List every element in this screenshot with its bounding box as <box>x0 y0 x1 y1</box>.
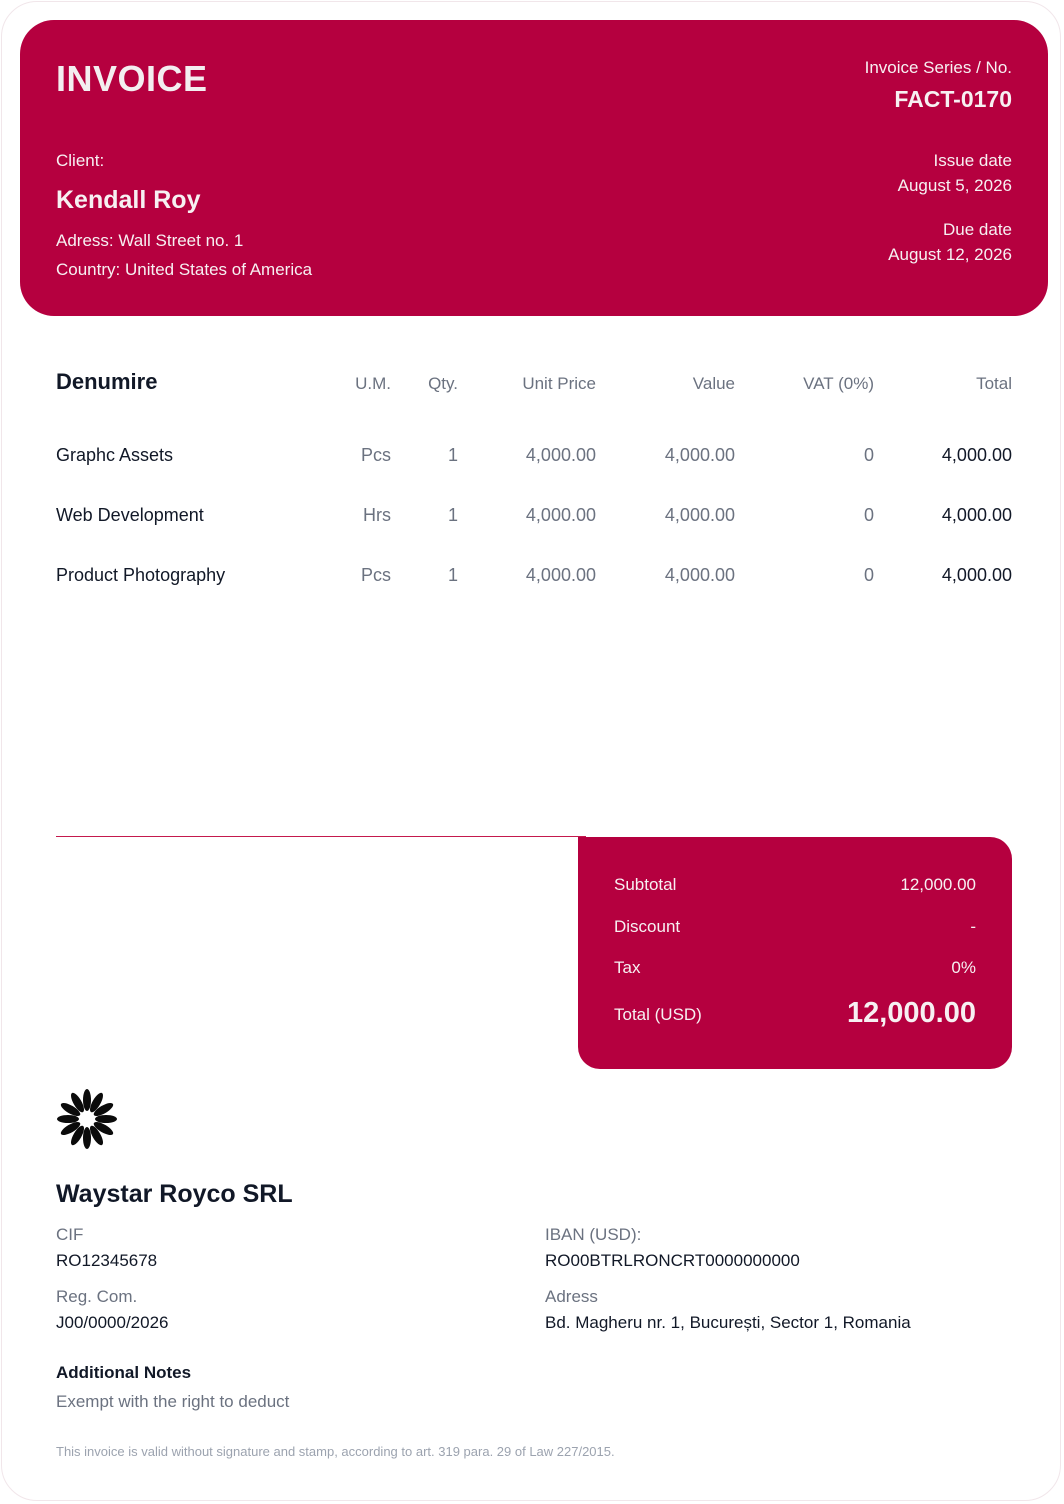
item-value: 4,000.00 <box>664 505 735 525</box>
client-address: Adress: Wall Street no. 1 <box>56 231 244 250</box>
item-name: Web Development <box>56 505 204 525</box>
discount-value: - <box>970 917 976 936</box>
cif-label: CIF <box>56 1225 84 1244</box>
client-label: Client: <box>56 151 105 170</box>
total-label: Total (USD) <box>614 1005 702 1024</box>
item-name: Product Photography <box>56 565 226 585</box>
item-value: 4,000.00 <box>664 565 735 585</box>
item-value: 4,000.00 <box>664 445 735 465</box>
tax-label: Tax <box>614 958 641 977</box>
column-header-total: Total <box>976 374 1012 393</box>
item-vat: 0 <box>863 445 874 465</box>
cif-value: RO12345678 <box>56 1251 158 1270</box>
item-um: Pcs <box>360 565 391 585</box>
item-unit-price: 4,000.00 <box>525 505 596 525</box>
items-table <box>56 368 1012 610</box>
invoice-header <box>20 20 1048 316</box>
item-total: 4,000.00 <box>941 505 1012 525</box>
item-total: 4,000.00 <box>941 565 1012 585</box>
reg-com-label: Reg. Com. <box>56 1287 138 1306</box>
invoice-title: INVOICE <box>56 58 208 99</box>
due-date-label: Due date <box>943 220 1012 239</box>
notes-title: Additional Notes <box>56 1363 192 1382</box>
item-qty: 1 <box>447 565 458 585</box>
item-um: Pcs <box>360 445 391 465</box>
due-date-value: August 12, 2026 <box>888 245 1012 264</box>
company-address-value: Bd. Magheru nr. 1, București, Sector 1, Romania <box>545 1313 911 1332</box>
total-value: 12,000.00 <box>846 997 976 1029</box>
item-um: Hrs <box>363 505 391 525</box>
notes-text: Exempt with the right to deduct <box>56 1392 290 1411</box>
column-header-vat: VAT (0%) <box>803 374 874 393</box>
discount-label: Discount <box>614 917 681 936</box>
item-total: 4,000.00 <box>941 445 1012 465</box>
tax-value: 0% <box>951 958 976 977</box>
column-header-qty: Qty. <box>428 374 458 393</box>
column-header-um: U.M. <box>355 374 391 393</box>
issue-date-value: August 5, 2026 <box>897 176 1012 195</box>
column-header-name: Denumire <box>56 369 158 394</box>
company-address-label: Adress <box>545 1287 598 1306</box>
iban-label: IBAN (USD): <box>545 1225 642 1244</box>
client-country: Country: United States of America <box>56 260 313 279</box>
issue-date-label: Issue date <box>933 151 1012 170</box>
column-header-unit-price: Unit Price <box>522 374 596 393</box>
client-name: Kendall Roy <box>56 186 201 214</box>
table-row <box>56 490 1012 550</box>
item-vat: 0 <box>863 505 874 525</box>
table-row <box>56 550 1012 610</box>
invoice-page <box>1 1 1061 1501</box>
iban-value: RO00BTRLRONCRT0000000000 <box>545 1251 800 1270</box>
series-label: Invoice Series / No. <box>864 58 1012 77</box>
item-qty: 1 <box>447 445 458 465</box>
reg-com-value: J00/0000/2026 <box>56 1313 169 1332</box>
item-unit-price: 4,000.00 <box>525 445 596 465</box>
item-unit-price: 4,000.00 <box>525 565 596 585</box>
item-name: Graphc Assets <box>56 445 174 465</box>
series-value: FACT-0170 <box>894 86 1012 112</box>
item-qty: 1 <box>447 505 458 525</box>
column-header-value: Value <box>692 374 735 393</box>
subtotal-value: 12,000.00 <box>900 875 976 894</box>
company-name: Waystar Royco SRL <box>56 1180 293 1208</box>
subtotal-label: Subtotal <box>614 875 677 894</box>
table-row <box>56 430 1012 490</box>
legal-disclaimer: This invoice is valid without signature and stamp, according to art. 319 para. 29 of Law 227/2015. <box>56 1444 615 1459</box>
summary-divider <box>56 836 586 837</box>
table-header-row <box>56 368 1012 430</box>
summary-box <box>578 837 1012 1069</box>
flower-burst-icon <box>56 1088 118 1150</box>
item-vat: 0 <box>863 565 874 585</box>
